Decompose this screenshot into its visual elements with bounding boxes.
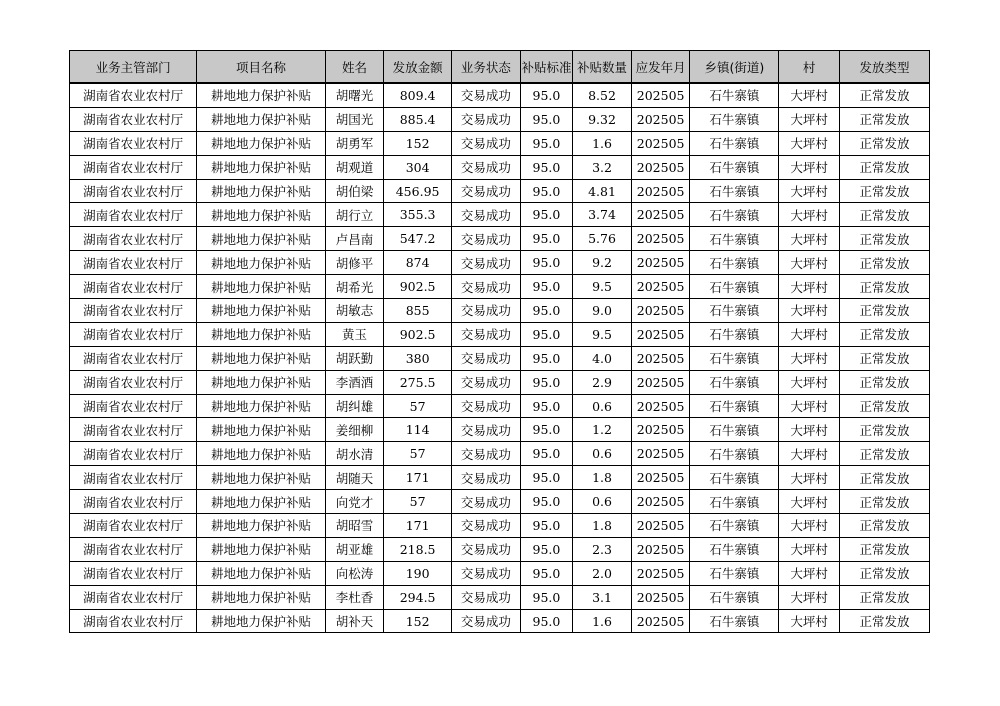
- cell-status: 交易成功: [451, 609, 520, 633]
- cell-standard: 95.0: [520, 561, 573, 585]
- cell-status: 交易成功: [451, 442, 520, 466]
- cell-status: 交易成功: [451, 179, 520, 203]
- cell-name: 胡修平: [325, 251, 384, 275]
- header-row: [70, 51, 930, 84]
- cell-quantity: 1.6: [573, 131, 632, 155]
- cell-department: 湖南省农业农村厅: [70, 203, 197, 227]
- cell-name: 胡敏志: [325, 299, 384, 323]
- cell-township: 石牛寨镇: [690, 322, 779, 346]
- cell-amount: 171: [384, 466, 452, 490]
- column-header-payout-type: 发放类型: [840, 51, 930, 84]
- cell-township: 石牛寨镇: [690, 370, 779, 394]
- cell-department: 湖南省农业农村厅: [70, 561, 197, 585]
- cell-period: 202505: [631, 466, 690, 490]
- cell-period: 202505: [631, 155, 690, 179]
- cell-department: 湖南省农业农村厅: [70, 394, 197, 418]
- cell-amount: 152: [384, 131, 452, 155]
- column-header-township: 乡镇(街道): [690, 51, 779, 84]
- table-row: [70, 107, 930, 131]
- cell-standard: 95.0: [520, 585, 573, 609]
- cell-period: 202505: [631, 537, 690, 561]
- table-row: [70, 346, 930, 370]
- cell-status: 交易成功: [451, 466, 520, 490]
- cell-project: 耕地地力保护补贴: [197, 585, 325, 609]
- cell-status: 交易成功: [451, 107, 520, 131]
- cell-amount: 304: [384, 155, 452, 179]
- cell-amount: 855: [384, 299, 452, 323]
- cell-department: 湖南省农业农村厅: [70, 585, 197, 609]
- cell-project: 耕地地力保护补贴: [197, 442, 325, 466]
- table-row: [70, 299, 930, 323]
- cell-department: 湖南省农业农村厅: [70, 490, 197, 514]
- cell-amount: 218.5: [384, 537, 452, 561]
- cell-status: 交易成功: [451, 299, 520, 323]
- cell-village: 大坪村: [779, 418, 840, 442]
- cell-status: 交易成功: [451, 322, 520, 346]
- cell-payout-type: 正常发放: [840, 107, 930, 131]
- cell-village: 大坪村: [779, 227, 840, 251]
- cell-amount: 114: [384, 418, 452, 442]
- cell-quantity: 0.6: [573, 442, 632, 466]
- cell-amount: 275.5: [384, 370, 452, 394]
- cell-payout-type: 正常发放: [840, 275, 930, 299]
- cell-department: 湖南省农业农村厅: [70, 609, 197, 633]
- cell-payout-type: 正常发放: [840, 227, 930, 251]
- cell-quantity: 9.32: [573, 107, 632, 131]
- cell-standard: 95.0: [520, 251, 573, 275]
- cell-payout-type: 正常发放: [840, 155, 930, 179]
- column-header-project: 项目名称: [197, 51, 325, 84]
- cell-village: 大坪村: [779, 561, 840, 585]
- cell-amount: 294.5: [384, 585, 452, 609]
- cell-status: 交易成功: [451, 251, 520, 275]
- cell-project: 耕地地力保护补贴: [197, 83, 325, 107]
- cell-township: 石牛寨镇: [690, 107, 779, 131]
- cell-project: 耕地地力保护补贴: [197, 299, 325, 323]
- cell-status: 交易成功: [451, 514, 520, 538]
- cell-payout-type: 正常发放: [840, 83, 930, 107]
- cell-village: 大坪村: [779, 299, 840, 323]
- cell-status: 交易成功: [451, 275, 520, 299]
- cell-village: 大坪村: [779, 394, 840, 418]
- cell-name: 胡勇军: [325, 131, 384, 155]
- cell-village: 大坪村: [779, 370, 840, 394]
- table-row: [70, 203, 930, 227]
- cell-township: 石牛寨镇: [690, 227, 779, 251]
- cell-department: 湖南省农业农村厅: [70, 322, 197, 346]
- cell-status: 交易成功: [451, 418, 520, 442]
- cell-name: 胡伯梁: [325, 179, 384, 203]
- cell-period: 202505: [631, 131, 690, 155]
- cell-village: 大坪村: [779, 609, 840, 633]
- cell-amount: 190: [384, 561, 452, 585]
- column-header-period: 应发年月: [631, 51, 690, 84]
- table-row: [70, 251, 930, 275]
- cell-period: 202505: [631, 561, 690, 585]
- cell-status: 交易成功: [451, 394, 520, 418]
- cell-quantity: 4.81: [573, 179, 632, 203]
- cell-amount: 885.4: [384, 107, 452, 131]
- cell-township: 石牛寨镇: [690, 561, 779, 585]
- cell-period: 202505: [631, 251, 690, 275]
- cell-project: 耕地地力保护补贴: [197, 179, 325, 203]
- cell-township: 石牛寨镇: [690, 514, 779, 538]
- cell-standard: 95.0: [520, 418, 573, 442]
- cell-status: 交易成功: [451, 490, 520, 514]
- table-header: [70, 51, 930, 84]
- cell-project: 耕地地力保护补贴: [197, 107, 325, 131]
- cell-payout-type: 正常发放: [840, 370, 930, 394]
- subsidy-table: [69, 50, 930, 633]
- cell-payout-type: 正常发放: [840, 609, 930, 633]
- cell-project: 耕地地力保护补贴: [197, 609, 325, 633]
- cell-township: 石牛寨镇: [690, 203, 779, 227]
- cell-township: 石牛寨镇: [690, 418, 779, 442]
- cell-name: 胡水清: [325, 442, 384, 466]
- cell-quantity: 9.0: [573, 299, 632, 323]
- cell-period: 202505: [631, 179, 690, 203]
- cell-period: 202505: [631, 490, 690, 514]
- column-header-quantity: 补贴数量: [573, 51, 632, 84]
- cell-name: 胡国光: [325, 107, 384, 131]
- cell-department: 湖南省农业农村厅: [70, 227, 197, 251]
- table-row: [70, 514, 930, 538]
- cell-name: 胡行立: [325, 203, 384, 227]
- cell-period: 202505: [631, 609, 690, 633]
- cell-status: 交易成功: [451, 83, 520, 107]
- cell-project: 耕地地力保护补贴: [197, 275, 325, 299]
- cell-amount: 456.95: [384, 179, 452, 203]
- cell-township: 石牛寨镇: [690, 585, 779, 609]
- cell-project: 耕地地力保护补贴: [197, 394, 325, 418]
- cell-township: 石牛寨镇: [690, 394, 779, 418]
- cell-standard: 95.0: [520, 466, 573, 490]
- cell-department: 湖南省农业农村厅: [70, 514, 197, 538]
- cell-village: 大坪村: [779, 251, 840, 275]
- cell-name: 李杜香: [325, 585, 384, 609]
- cell-standard: 95.0: [520, 179, 573, 203]
- column-header-name: 姓名: [325, 51, 384, 84]
- cell-village: 大坪村: [779, 107, 840, 131]
- cell-period: 202505: [631, 83, 690, 107]
- cell-village: 大坪村: [779, 514, 840, 538]
- cell-department: 湖南省农业农村厅: [70, 418, 197, 442]
- cell-standard: 95.0: [520, 490, 573, 514]
- cell-village: 大坪村: [779, 179, 840, 203]
- cell-quantity: 2.0: [573, 561, 632, 585]
- cell-project: 耕地地力保护补贴: [197, 537, 325, 561]
- cell-status: 交易成功: [451, 155, 520, 179]
- cell-period: 202505: [631, 585, 690, 609]
- cell-period: 202505: [631, 346, 690, 370]
- cell-standard: 95.0: [520, 394, 573, 418]
- cell-quantity: 3.1: [573, 585, 632, 609]
- table-row: [70, 490, 930, 514]
- cell-township: 石牛寨镇: [690, 275, 779, 299]
- cell-department: 湖南省农业农村厅: [70, 370, 197, 394]
- table-row: [70, 131, 930, 155]
- cell-township: 石牛寨镇: [690, 346, 779, 370]
- cell-standard: 95.0: [520, 370, 573, 394]
- cell-standard: 95.0: [520, 442, 573, 466]
- cell-name: 胡纠雄: [325, 394, 384, 418]
- cell-period: 202505: [631, 370, 690, 394]
- cell-name: 卢昌南: [325, 227, 384, 251]
- cell-quantity: 9.2: [573, 251, 632, 275]
- cell-payout-type: 正常发放: [840, 466, 930, 490]
- cell-period: 202505: [631, 275, 690, 299]
- cell-township: 石牛寨镇: [690, 299, 779, 323]
- cell-name: 李酒酒: [325, 370, 384, 394]
- cell-name: 胡观道: [325, 155, 384, 179]
- cell-quantity: 5.76: [573, 227, 632, 251]
- cell-quantity: 9.5: [573, 322, 632, 346]
- cell-standard: 95.0: [520, 227, 573, 251]
- cell-department: 湖南省农业农村厅: [70, 179, 197, 203]
- cell-payout-type: 正常发放: [840, 442, 930, 466]
- cell-quantity: 2.3: [573, 537, 632, 561]
- table-row: [70, 322, 930, 346]
- cell-quantity: 0.6: [573, 394, 632, 418]
- cell-status: 交易成功: [451, 537, 520, 561]
- cell-department: 湖南省农业农村厅: [70, 442, 197, 466]
- cell-township: 石牛寨镇: [690, 466, 779, 490]
- cell-amount: 355.3: [384, 203, 452, 227]
- cell-status: 交易成功: [451, 131, 520, 155]
- cell-standard: 95.0: [520, 346, 573, 370]
- cell-name: 胡补天: [325, 609, 384, 633]
- cell-quantity: 9.5: [573, 275, 632, 299]
- cell-amount: 902.5: [384, 322, 452, 346]
- cell-period: 202505: [631, 107, 690, 131]
- table-row: [70, 561, 930, 585]
- cell-project: 耕地地力保护补贴: [197, 251, 325, 275]
- cell-township: 石牛寨镇: [690, 179, 779, 203]
- column-header-village: 村: [779, 51, 840, 84]
- cell-village: 大坪村: [779, 83, 840, 107]
- cell-department: 湖南省农业农村厅: [70, 107, 197, 131]
- cell-name: 胡希光: [325, 275, 384, 299]
- cell-quantity: 1.6: [573, 609, 632, 633]
- cell-project: 耕地地力保护补贴: [197, 346, 325, 370]
- cell-payout-type: 正常发放: [840, 131, 930, 155]
- cell-name: 胡跃勤: [325, 346, 384, 370]
- cell-period: 202505: [631, 299, 690, 323]
- cell-payout-type: 正常发放: [840, 394, 930, 418]
- cell-payout-type: 正常发放: [840, 322, 930, 346]
- cell-department: 湖南省农业农村厅: [70, 466, 197, 490]
- table-row: [70, 179, 930, 203]
- cell-department: 湖南省农业农村厅: [70, 155, 197, 179]
- cell-name: 胡亚雄: [325, 537, 384, 561]
- cell-standard: 95.0: [520, 322, 573, 346]
- cell-village: 大坪村: [779, 203, 840, 227]
- table-row: [70, 227, 930, 251]
- cell-status: 交易成功: [451, 227, 520, 251]
- cell-village: 大坪村: [779, 490, 840, 514]
- cell-quantity: 0.6: [573, 490, 632, 514]
- table-row: [70, 418, 930, 442]
- cell-project: 耕地地力保护补贴: [197, 131, 325, 155]
- table-row: [70, 275, 930, 299]
- cell-department: 湖南省农业农村厅: [70, 299, 197, 323]
- cell-project: 耕地地力保护补贴: [197, 203, 325, 227]
- cell-period: 202505: [631, 418, 690, 442]
- cell-project: 耕地地力保护补贴: [197, 490, 325, 514]
- cell-township: 石牛寨镇: [690, 490, 779, 514]
- table-row: [70, 537, 930, 561]
- cell-standard: 95.0: [520, 155, 573, 179]
- cell-name: 向松涛: [325, 561, 384, 585]
- table-row: [70, 466, 930, 490]
- cell-payout-type: 正常发放: [840, 203, 930, 227]
- cell-village: 大坪村: [779, 275, 840, 299]
- cell-village: 大坪村: [779, 585, 840, 609]
- cell-project: 耕地地力保护补贴: [197, 322, 325, 346]
- table-row: [70, 370, 930, 394]
- cell-amount: 547.2: [384, 227, 452, 251]
- cell-standard: 95.0: [520, 299, 573, 323]
- cell-name: 向党才: [325, 490, 384, 514]
- cell-standard: 95.0: [520, 107, 573, 131]
- cell-quantity: 1.8: [573, 514, 632, 538]
- cell-department: 湖南省农业农村厅: [70, 83, 197, 107]
- column-header-status: 业务状态: [451, 51, 520, 84]
- table-row: [70, 442, 930, 466]
- cell-amount: 152: [384, 609, 452, 633]
- cell-payout-type: 正常发放: [840, 251, 930, 275]
- cell-department: 湖南省农业农村厅: [70, 275, 197, 299]
- cell-standard: 95.0: [520, 83, 573, 107]
- cell-department: 湖南省农业农村厅: [70, 251, 197, 275]
- cell-department: 湖南省农业农村厅: [70, 131, 197, 155]
- cell-payout-type: 正常发放: [840, 418, 930, 442]
- cell-payout-type: 正常发放: [840, 585, 930, 609]
- cell-amount: 171: [384, 514, 452, 538]
- table-row: [70, 394, 930, 418]
- cell-project: 耕地地力保护补贴: [197, 561, 325, 585]
- cell-project: 耕地地力保护补贴: [197, 466, 325, 490]
- cell-amount: 57: [384, 442, 452, 466]
- cell-amount: 902.5: [384, 275, 452, 299]
- cell-project: 耕地地力保护补贴: [197, 155, 325, 179]
- cell-payout-type: 正常发放: [840, 490, 930, 514]
- cell-township: 石牛寨镇: [690, 83, 779, 107]
- cell-project: 耕地地力保护补贴: [197, 418, 325, 442]
- cell-period: 202505: [631, 227, 690, 251]
- cell-standard: 95.0: [520, 275, 573, 299]
- cell-payout-type: 正常发放: [840, 561, 930, 585]
- cell-village: 大坪村: [779, 466, 840, 490]
- cell-name: 姜细柳: [325, 418, 384, 442]
- cell-status: 交易成功: [451, 585, 520, 609]
- cell-project: 耕地地力保护补贴: [197, 227, 325, 251]
- cell-quantity: 8.52: [573, 83, 632, 107]
- cell-payout-type: 正常发放: [840, 514, 930, 538]
- cell-township: 石牛寨镇: [690, 131, 779, 155]
- cell-township: 石牛寨镇: [690, 609, 779, 633]
- column-header-department: 业务主管部门: [70, 51, 197, 84]
- cell-village: 大坪村: [779, 537, 840, 561]
- cell-amount: 57: [384, 394, 452, 418]
- cell-quantity: 1.2: [573, 418, 632, 442]
- cell-standard: 95.0: [520, 609, 573, 633]
- cell-amount: 809.4: [384, 83, 452, 107]
- table-row: [70, 83, 930, 107]
- cell-quantity: 3.2: [573, 155, 632, 179]
- cell-village: 大坪村: [779, 322, 840, 346]
- cell-status: 交易成功: [451, 346, 520, 370]
- column-header-amount: 发放金额: [384, 51, 452, 84]
- cell-name: 胡昭雪: [325, 514, 384, 538]
- cell-payout-type: 正常发放: [840, 299, 930, 323]
- cell-payout-type: 正常发放: [840, 537, 930, 561]
- cell-project: 耕地地力保护补贴: [197, 514, 325, 538]
- cell-period: 202505: [631, 394, 690, 418]
- column-header-standard: 补贴标准: [520, 51, 573, 84]
- cell-status: 交易成功: [451, 203, 520, 227]
- cell-village: 大坪村: [779, 442, 840, 466]
- cell-period: 202505: [631, 203, 690, 227]
- cell-village: 大坪村: [779, 131, 840, 155]
- cell-period: 202505: [631, 442, 690, 466]
- cell-standard: 95.0: [520, 514, 573, 538]
- cell-village: 大坪村: [779, 346, 840, 370]
- cell-payout-type: 正常发放: [840, 179, 930, 203]
- table-body: [70, 83, 930, 633]
- cell-department: 湖南省农业农村厅: [70, 346, 197, 370]
- cell-township: 石牛寨镇: [690, 155, 779, 179]
- cell-quantity: 1.8: [573, 466, 632, 490]
- cell-quantity: 4.0: [573, 346, 632, 370]
- table-row: [70, 609, 930, 633]
- cell-standard: 95.0: [520, 203, 573, 227]
- table-row: [70, 155, 930, 179]
- cell-status: 交易成功: [451, 561, 520, 585]
- cell-payout-type: 正常发放: [840, 346, 930, 370]
- cell-name: 胡曙光: [325, 83, 384, 107]
- cell-period: 202505: [631, 322, 690, 346]
- cell-name: 胡随天: [325, 466, 384, 490]
- cell-department: 湖南省农业农村厅: [70, 537, 197, 561]
- cell-amount: 874: [384, 251, 452, 275]
- cell-amount: 57: [384, 490, 452, 514]
- cell-standard: 95.0: [520, 131, 573, 155]
- cell-township: 石牛寨镇: [690, 442, 779, 466]
- cell-quantity: 3.74: [573, 203, 632, 227]
- cell-village: 大坪村: [779, 155, 840, 179]
- cell-township: 石牛寨镇: [690, 251, 779, 275]
- cell-project: 耕地地力保护补贴: [197, 370, 325, 394]
- cell-township: 石牛寨镇: [690, 537, 779, 561]
- cell-standard: 95.0: [520, 537, 573, 561]
- cell-status: 交易成功: [451, 370, 520, 394]
- cell-quantity: 2.9: [573, 370, 632, 394]
- cell-amount: 380: [384, 346, 452, 370]
- cell-name: 黄玉: [325, 322, 384, 346]
- table-row: [70, 585, 930, 609]
- cell-period: 202505: [631, 514, 690, 538]
